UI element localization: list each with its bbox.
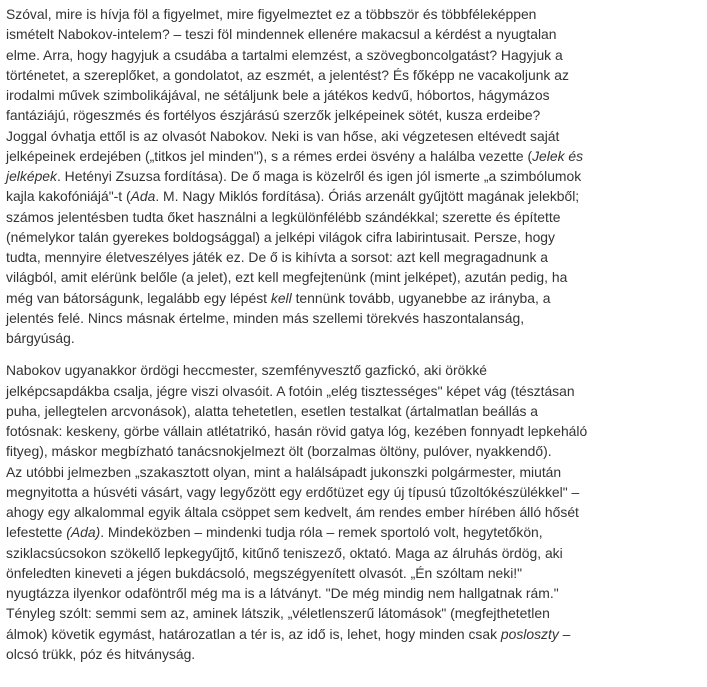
italic-text: posloszty <box>500 625 559 642</box>
text-line <box>6 146 700 166</box>
italic-text: (Ada) <box>66 524 101 541</box>
text-segment: puha, jellegtelen arcvonások), alatta tehetetlen, esetlen testalkat (ártalmatlan beállás a <box>6 402 539 419</box>
text-line <box>6 247 700 267</box>
text-line <box>6 421 700 441</box>
text-line <box>6 65 700 85</box>
article-body <box>6 0 700 664</box>
text-line <box>6 105 700 125</box>
text-segment: még van bátorságunk, legalább egy lépést <box>6 289 271 306</box>
text-line <box>6 227 700 247</box>
text-segment: Az utóbbi jelmezben „szakasztott olyan, mint a halálsápadt jukonszki polgármester, miután <box>6 463 562 480</box>
text-line <box>6 441 700 461</box>
text-line <box>6 563 700 583</box>
text-segment: jelképeinek erdejében („titkos jel minden"), s a rémes erdei ösvény a halálba vezette ( <box>6 147 533 164</box>
text-line <box>6 462 700 482</box>
text-segment: nyugtázza ilyenkor odaföntről még ma is a látványt. "De még mindig nem hallgatnak rám." <box>6 585 559 601</box>
text-segment: lefestette <box>6 524 67 541</box>
text-segment: jelentés felé. Nincs másnak értelme, minden más szellemi törekvés haszontalanság, <box>6 309 525 326</box>
text-segment: fotósnak: keskeny, görbe vállain atlétatrikó, hasán rövid gatya lóg, kezében fonnyadt lepkeháló <box>6 423 588 439</box>
text-segment: fantáziájú, rögeszmés és fortélyos észjárású szerzők jelképeinek sötét, kusza erdeibe? <box>6 107 541 124</box>
text-segment: bárgyúság. <box>6 330 75 346</box>
text-segment: sziklacsúcsokon szökellő lepkegyűjtő, kitűnő teniszező, oktató. Maga az álruhás ördög, aki <box>6 544 563 561</box>
text-segment: Joggal óvhatja ettől is az olvasót Nabokov. Neki is van hőse, aki végzetesen eltévedt saját <box>6 127 560 144</box>
text-segment: elme. Arra, hogy hagyjuk a csudába a tartalmi elemzést, a szövegboncolgatást? Hagyjuk a <box>6 46 563 63</box>
text-line <box>6 166 700 186</box>
text-segment: számos jelentésben tudta őket használni a legkülönfélébb szándékkal; szerette és építette <box>6 208 561 225</box>
text-line <box>6 126 700 146</box>
text-segment: kajla kakofóniájá"-t ( <box>6 188 131 205</box>
text-segment: világból, amit elérünk belőle (a jelet), ezt kell megfejtenünk (mint jelképet), azután pedig, ha <box>6 269 568 286</box>
text-segment: . Hetényi Zsuzsa fordítása). De ő maga is közelről és igen jól ismerte „a szimbólumok <box>56 168 582 184</box>
text-segment: jelképcsapdákba csalja, jégre viszi olvasóit. A fotóin „elég tisztességes" képet vág (tésztásan <box>6 382 575 399</box>
text-segment: önfeledten kineveti a jégen bukdácsoló, megszégyenített olvasót. „Én szóltam neki!" <box>6 564 523 581</box>
text-segment: Nabokov ugyanakkor ördögi heccmester, szemfényvesztő gazfickó, aki örökké <box>6 362 488 379</box>
text-segment: ahogy egy alkalommal egyik általa csöppet sem kedvelt, ám rendes ember hírében álló hősét <box>6 504 579 520</box>
paragraph-2 <box>6 348 700 664</box>
text-segment: (némelykor talán gyerekes boldogsággal) a jelképi világok cifra labirintusait. Persze, hogy <box>6 228 555 245</box>
text-line <box>6 522 700 542</box>
paragraph-1 <box>6 0 700 348</box>
italic-text: Jelek és <box>532 147 584 164</box>
text-segment: tennünk tovább, ugyanebbe az irányba, a <box>291 289 551 306</box>
text-line <box>6 502 700 522</box>
text-line <box>6 381 700 401</box>
text-segment: megnyitotta a húsvéti vásárt, vagy legyőzött egy erdőtüzet egy új típusú tűzoltókészülékkel" – <box>6 483 580 500</box>
text-line <box>6 24 700 44</box>
text-line <box>6 45 700 65</box>
text-line <box>6 401 700 421</box>
text-line <box>6 583 700 603</box>
italic-text: kell <box>270 289 292 306</box>
text-segment: Szóval, mire is hívja föl a figyelmet, mire figyelmeztet ez a többször és többféleképpen <box>6 6 537 22</box>
text-line <box>6 4 700 24</box>
text-line <box>6 624 700 644</box>
italic-text: Ada <box>130 188 156 205</box>
text-line <box>6 482 700 502</box>
text-segment: irodalmi művek szimbolikájával, ne sétáljunk bele a játékos kedvű, hóbortos, hágymázos <box>6 87 550 103</box>
text-line <box>6 603 700 623</box>
text-line <box>6 308 700 328</box>
text-segment: ismételt Nabokov-intelem? – teszi föl mindennek ellenére makacsul a kérdést a nyugtalan <box>6 26 557 43</box>
text-line <box>6 328 700 348</box>
italic-text: jelképek <box>6 168 57 184</box>
text-segment: tudta, mennyire életveszélyes játék ez. De ő is kihívta a sorsot: azt kell megragadnunk a <box>6 249 549 265</box>
text-segment: fityeg), máskor megbízható tanácsnokjelmezt ölt (borzalmas öltöny, pulóver, nyakkendő). <box>6 443 552 460</box>
text-line <box>6 267 700 287</box>
text-line <box>6 186 700 206</box>
text-segment: történetet, a szereplőket, a gondolatot, az eszmét, a jelentést? És főképp ne vacakoljunk az <box>6 66 569 83</box>
text-segment: álmok) követik egymást, határozatlan a tér is, az idő is, lehet, hogy minden csak <box>6 625 501 642</box>
text-line <box>6 543 700 563</box>
text-line <box>6 288 700 308</box>
text-line <box>6 207 700 227</box>
text-segment: – <box>558 625 571 642</box>
text-segment: . M. Nagy Miklós fordítása). Óriás arzenált gyűjtött magának jelekből; <box>155 188 580 205</box>
text-line <box>6 644 700 664</box>
text-segment: Tényleg szólt: semmi sem az, aminek látszik, „véletlenszerű látomások" (megfejthetetlen <box>6 605 550 622</box>
text-segment: olcsó trükk, póz és hitványság. <box>6 645 196 662</box>
text-line <box>6 85 700 105</box>
text-line <box>6 360 700 380</box>
text-segment: . Mindeközben – mindenki tudja róla – remek sportoló volt, hegytetőkön, <box>100 524 543 541</box>
